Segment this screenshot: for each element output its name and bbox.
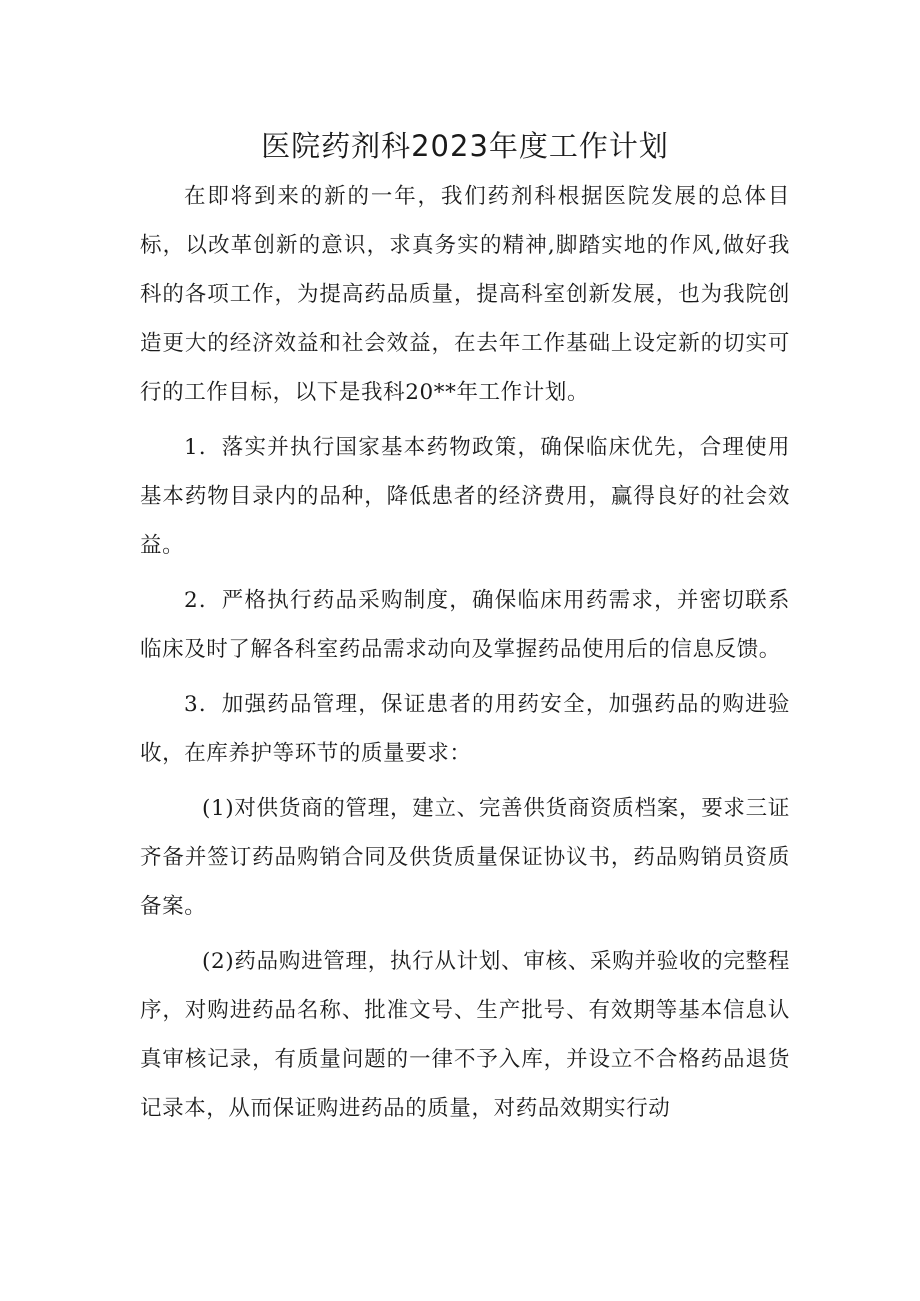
sub-item-1-paragraph: (1)对供货商的管理，建立、完善供货商资质档案，要求三证齐备并签订药品购销合同及供货质量保证协议书，药品购销员资质备案。 (140, 796, 790, 919)
intro-paragraph: 在即将到来的新的一年，我们药剂科根据医院发展的总体目标，以改革创新的意识，求真务实的精神,脚踏实地的作风,做好我科的各项工作，为提高药品质量，提高科室创新发展，也为我院创造更大的经济效益和社会效益，在去年工作基础上设定新的切实可行的工作目标，以下是我科20**年工作计划。 (140, 184, 790, 405)
item-3-paragraph: 3．加强药品管理，保证患者的用药安全，加强药品的购进验收，在库养护等环节的质量要求： (140, 692, 790, 766)
document-body (140, 172, 790, 1133)
sub-item-2-paragraph: (2)药品购进管理，执行从计划、审核、采购并验收的完整程序，对购进药品名称、批准文号、生产批号、有效期等基本信息认真审核记录，有质量问题的一律不予入库，并设立不合格药品退货记录本，从而保证购进药品的质量，对药品效期实行动 (140, 949, 790, 1121)
document-title: 医院药剂科2023年度工作计划 (261, 129, 669, 163)
item-2-paragraph: 2．严格执行药品采购制度，确保临床用药需求，并密切联系临床及时了解各科室药品需求动向及掌握药品使用后的信息反馈。 (140, 588, 790, 662)
item-1-paragraph: 1．落实并执行国家基本药物政策，确保临床优先，合理使用基本药物目录内的品种，降低患者的经济费用，赢得良好的社会效益。 (140, 435, 790, 558)
